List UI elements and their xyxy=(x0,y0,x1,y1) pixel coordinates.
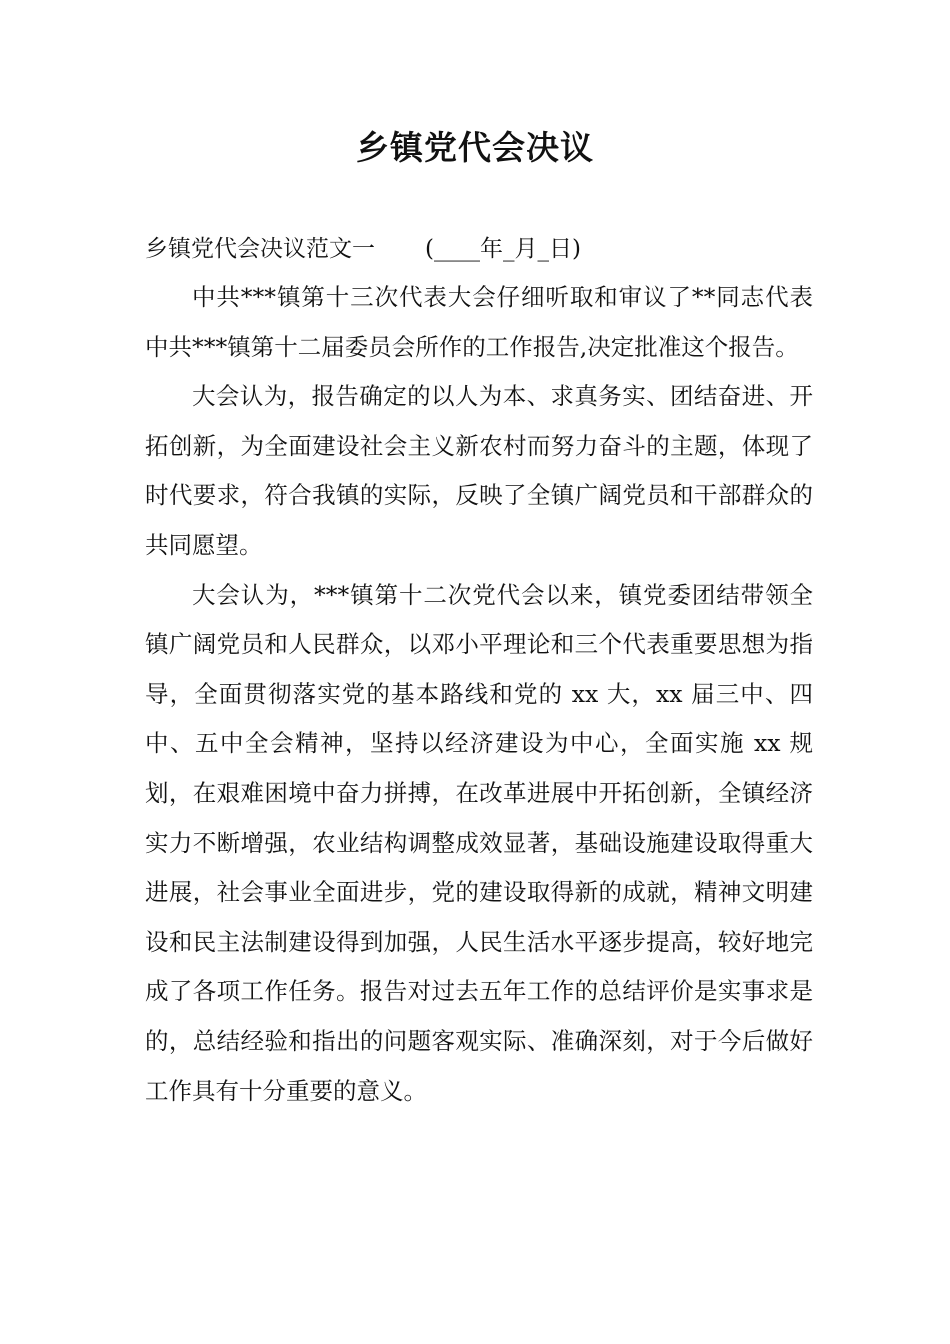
document-date: (____年_月_日) xyxy=(425,236,581,262)
document-subtitle: 乡镇党代会决议范文一 xyxy=(145,236,375,262)
paragraph-1: 中共***镇第十三次代表大会仔细听取和审议了**同志代表中共***镇第十二届委员会所作的工作报告,决定批准这个报告。 xyxy=(145,283,813,361)
paragraph-2: 大会认为，报告确定的以人为本、求真务实、团结奋进、开拓创新，为全面建设社会主义新农村而努力奋斗的主题，体现了时代要求，符合我镇的实际，反映了全镇广阔党员和干部群众的共同愿望。 xyxy=(145,382,813,559)
paragraph-3: 大会认为，***镇第十二次党代会以来，镇党委团结带领全镇广阔党员和人民群众，以邓小平理论和三个代表重要思想为指导，全面贯彻落实党的基本路线和党的 xx 大，xx 届三中、四中、五中全会精神，坚持以经济建设为中心，全面实施 xx 规划，在艰难困境中奋力拼搏，在改革进展中开拓创新，全镇经济实力不断增强，农业结构调整成效显著，基础设施建设取得重大进展，社会事业全面进步，党的建设取得新的成就，精神文明建设和民主法制建设得到加强，人民生活水平逐步提高，较好地完成了各项工作任务。报告对过去五年工作的总结评价是实事求是的，总结经验和指出的问题客观实际、准确深刻，对于今后做好工作具有十分重要的意义。 xyxy=(145,580,813,1105)
document-title: 乡镇党代会决议 xyxy=(356,128,594,167)
subtitle-line xyxy=(145,225,581,273)
document-body xyxy=(145,273,813,1116)
